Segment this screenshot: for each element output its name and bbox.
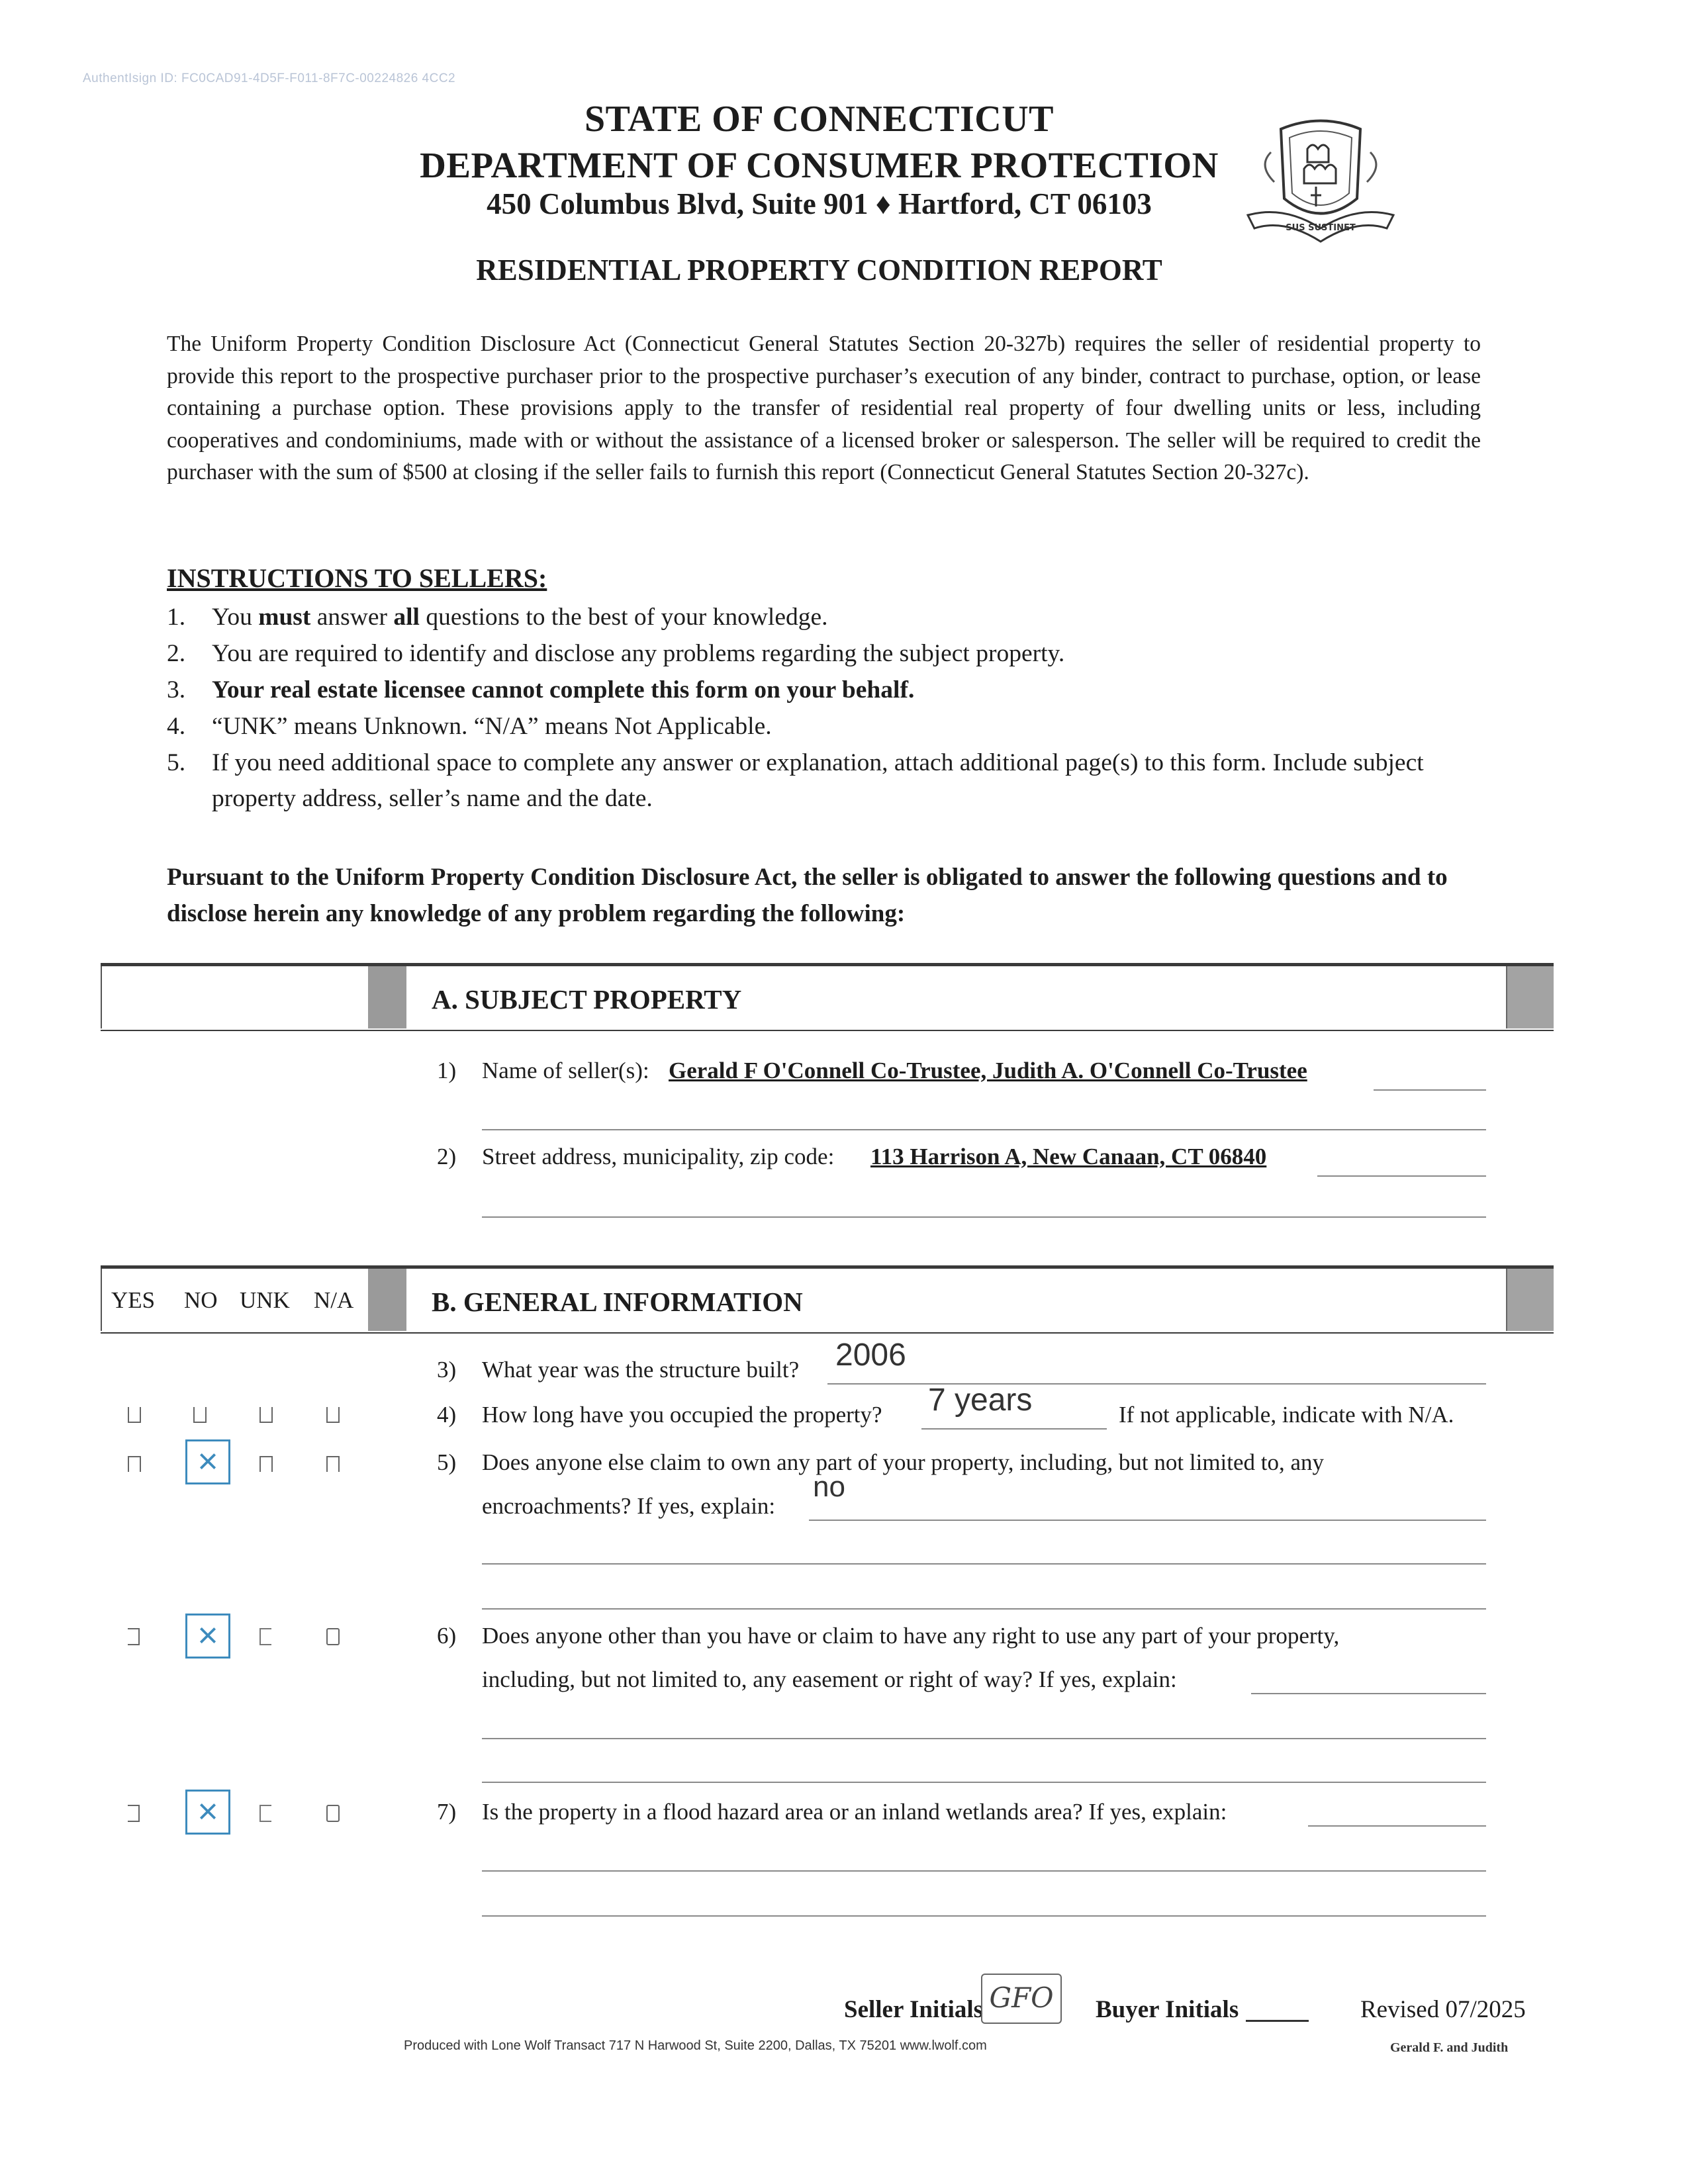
occupancy-note: If not applicable, indicate with N/A.: [1119, 1402, 1454, 1428]
q5-na-checkbox[interactable]: [326, 1456, 340, 1472]
question-number: 4): [437, 1402, 457, 1428]
right-of-use-explain-label: including, but not limited to, any easement or right of way? If yes, explain:: [482, 1666, 1177, 1692]
q6-yes-checkbox[interactable]: [128, 1628, 140, 1645]
year-built-value[interactable]: 2006: [835, 1338, 906, 1373]
instruction-item: 4. “UNK” means Unknown. “N/A” means Not Applicable.: [167, 713, 772, 740]
q7-na-checkbox[interactable]: [326, 1805, 340, 1822]
q4-yes-checkbox[interactable]: [128, 1407, 141, 1423]
seller-initials-box[interactable]: [981, 1974, 1062, 2024]
seller-name-label: Name of seller(s):: [482, 1058, 649, 1083]
column-no: NO: [184, 1287, 218, 1313]
q6-unk-checkbox[interactable]: [259, 1628, 271, 1645]
question-number: 5): [437, 1449, 457, 1475]
q7-yes-checkbox[interactable]: [128, 1805, 140, 1822]
svg-text:SUS SUSTINET: SUS SUSTINET: [1286, 223, 1356, 233]
q5-unk-checkbox[interactable]: [259, 1456, 273, 1472]
question-number: 7): [437, 1799, 457, 1825]
instruction-item: 1. You must answer all questions to the best of your knowledge.: [167, 604, 828, 631]
ownership-claim-explain-value[interactable]: no: [813, 1471, 845, 1503]
question-number: 1): [437, 1058, 457, 1083]
occupancy-label: How long have you occupied the property?: [482, 1402, 882, 1428]
instruction-item: 5. If you need additional space to complete any answer or explanation, attach additional page(s) to this form. Include subject property address, seller’s name and the date.: [167, 749, 1424, 812]
instructions-title: INSTRUCTIONS TO SELLERS:: [167, 563, 547, 593]
column-yes: YES: [111, 1287, 156, 1313]
produced-with-note: Produced with Lone Wolf Transact 717 N Harwood St, Suite 2200, Dallas, TX 75201 www.lwolf.com: [404, 2038, 987, 2053]
state-heading: STATE OF CONNECTICUT: [584, 99, 1055, 140]
question-number: 3): [437, 1357, 457, 1383]
right-of-use-question: Does anyone other than you have or claim to have any right to use any part of your property,: [482, 1623, 1340, 1649]
q5-no-checkbox[interactable]: ×: [185, 1439, 230, 1484]
buyer-initials-field[interactable]: [1246, 2020, 1309, 2022]
seller-initials-label: Seller Initials: [844, 1996, 984, 2023]
ownership-claim-question: Does anyone else claim to own any part of your property, including, but not limited to, any: [482, 1449, 1325, 1475]
q6-na-checkbox[interactable]: [326, 1628, 340, 1645]
year-built-label: What year was the structure built?: [482, 1357, 800, 1383]
q4-no-checkbox[interactable]: [193, 1407, 207, 1423]
flood-hazard-question: Is the property in a flood hazard area or an inland wetlands area? If yes, explain:: [482, 1799, 1227, 1825]
column-na: N/A: [314, 1287, 354, 1313]
section-b-header: [101, 1265, 1554, 1334]
buyer-initials-label: Buyer Initials: [1096, 1996, 1239, 2023]
q6-no-checkbox[interactable]: ×: [185, 1614, 230, 1659]
column-unk: UNK: [240, 1287, 290, 1313]
department-heading: DEPARTMENT OF CONSUMER PROTECTION: [420, 145, 1219, 185]
seller-initials-value: GFO: [989, 1981, 1054, 2014]
document-name: Gerald F. and Judith: [1390, 2040, 1509, 2055]
q4-na-checkbox[interactable]: [326, 1407, 340, 1423]
q7-unk-checkbox[interactable]: [259, 1805, 271, 1822]
page-title: RESIDENTIAL PROPERTY CONDITION REPORT: [476, 253, 1162, 287]
department-address: 450 Columbus Blvd, Suite 901 ♦ Hartford, CT 06103: [487, 187, 1152, 220]
street-address-label: Street address, municipality, zip code:: [482, 1144, 835, 1169]
occupancy-value[interactable]: 7 years: [928, 1383, 1033, 1418]
q7-no-checkbox[interactable]: ×: [185, 1790, 230, 1835]
question-number: 2): [437, 1144, 457, 1169]
revised-date: Revised 07/2025: [1360, 1996, 1526, 2023]
section-b-title: B. GENERAL INFORMATION: [432, 1287, 803, 1317]
instruction-item: 3. Your real estate licensee cannot complete this form on your behalf.: [167, 676, 915, 704]
section-a-header: [101, 963, 1554, 1031]
pursuant-statement: Pursuant to the Uniform Property Condition Disclosure Act, the seller is obligated to answer the following questions and to disclose herein any knowledge of any problem regarding the following:: [167, 864, 1448, 927]
seller-name-value[interactable]: Gerald F O'Connell Co-Trustee, Judith A. O'Connell Co-Trustee: [669, 1058, 1307, 1083]
instruction-item: 2. You are required to identify and disclose any problems regarding the subject property.: [167, 640, 1065, 667]
state-seal-icon: [1244, 113, 1397, 258]
section-a-title: A. SUBJECT PROPERTY: [432, 984, 742, 1015]
street-address-value[interactable]: 113 Harrison A, New Canaan, CT 06840: [870, 1144, 1267, 1169]
question-number: 6): [437, 1623, 457, 1649]
q5-yes-checkbox[interactable]: [128, 1456, 141, 1472]
ownership-claim-explain-label: encroachments? If yes, explain:: [482, 1493, 776, 1519]
q4-unk-checkbox[interactable]: [259, 1407, 273, 1423]
authentisign-id: AuthentIsign ID: FC0CAD91-4D5F-F011-8F7C-00224826 4CC2: [83, 71, 456, 85]
intro-paragraph: The Uniform Property Condition Disclosure Act (Connecticut General Statutes Section 20-327b) requires the seller of residential property to provide this report to the prospective purchaser prior to the prospective purchaser’s execution of any binder, contract to purchase, option, or lease containing a purchase option. These provisions apply to the transfer of residential real property of four dwelling units or less, including cooperatives and condominiums, made with or without the assistance of a licensed broker or salesperson. The seller will be required to credit the purchaser with the sum of $500 at closing if the seller fails to furnish this report (Connecticut General Statutes Section 20-327c).: [167, 332, 1481, 484]
